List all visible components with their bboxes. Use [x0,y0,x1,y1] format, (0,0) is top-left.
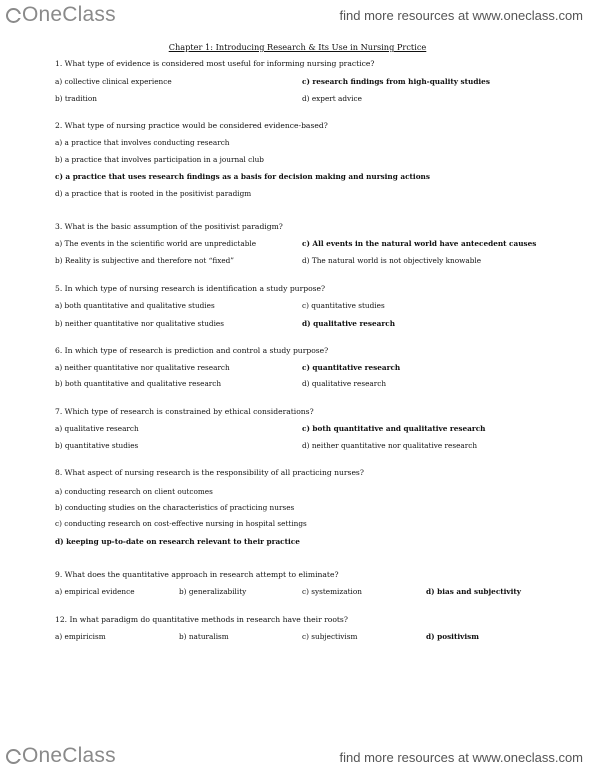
page-header [0,0,595,30]
option-d-correct: d) keeping up-to-date on research relevant to their practice [55,537,300,546]
logo-text: OneClass [22,744,116,767]
option-b: b) conducting studies on the characteristics of practicing nurses [55,503,295,512]
option-d-correct: d) qualitative research [302,319,395,328]
option-a: a) qualitative research [55,424,139,433]
oneclass-logo-icon [6,8,21,23]
option-c-correct: c) a practice that uses research findings as a basis for decision making and nursing actions [55,172,430,181]
question-text: 8. What aspect of nursing research is the responsibility of all practicing nurses? [55,468,364,477]
option-c: c) systemization [302,587,362,596]
question-6 [55,346,555,356]
question-text: 2. What type of nursing practice would be considered evidence-based? [55,121,328,130]
option-d: d) a practice that is rooted in the positivist paradigm [55,189,252,198]
option-c-correct: c) both quantitative and qualitative research [302,424,486,433]
question-9 [55,570,555,580]
option-b: b) both quantitative and qualitative research [55,379,222,388]
question-text: 1. What type of evidence is considered most useful for informing nursing practice? [55,59,375,68]
option-b: b) tradition [55,94,97,103]
footer-tagline-link[interactable]: find more resources at www.oneclass.com [339,750,583,765]
option-a: a) neither quantitative nor qualitative research [55,363,230,372]
option-d: d) expert advice [302,94,362,103]
option-b: b) naturalism [179,632,229,641]
option-b: b) a practice that involves participation in a journal club [55,155,264,164]
option-d-correct: d) bias and subjectivity [426,587,522,596]
option-c: c) subjectivism [302,632,358,641]
oneclass-logo[interactable] [6,744,116,768]
oneclass-logo-icon [6,749,21,764]
question-5 [55,284,555,294]
question-text: 7. Which type of research is constrained by ethical considerations? [55,407,314,416]
option-c-correct: c) quantitative research [302,363,401,372]
question-3 [55,222,555,232]
option-b: b) neither quantitative nor qualitative studies [55,319,224,328]
option-a: a) empiricism [55,632,106,641]
option-b: b) Reality is subjective and therefore not “fixed” [55,256,235,265]
option-a: a) empirical evidence [55,587,135,596]
question-text: 5. In which type of nursing research is identification a study purpose? [55,284,326,293]
option-a: a) a practice that involves conducting research [55,138,230,147]
option-a: a) collective clinical experience [55,77,172,86]
document-title: Chapter 1: Introducing Research & Its Use in Nursing Prctice [168,42,427,52]
logo-text: OneClass [22,3,116,26]
page-footer [0,742,595,770]
question-2 [55,121,555,131]
question-7 [55,407,555,417]
option-c: c) quantitative studies [302,301,385,310]
option-c: c) conducting research on cost-effective nursing in hospital settings [55,519,307,528]
option-d-correct: d) positivism [426,632,479,641]
question-text: 12. In what paradigm do quantitative methods in research have their roots? [55,615,348,624]
option-a: a) The events in the scientific world are unpredictable [55,239,257,248]
question-text: 3. What is the basic assumption of the positivist paradigm? [55,222,283,231]
header-tagline-link[interactable]: find more resources at www.oneclass.com [339,8,583,23]
question-text: 9. What does the quantitative approach in research attempt to eliminate? [55,570,339,579]
option-b: b) quantitative studies [55,441,139,450]
option-b: b) generalizability [179,587,247,596]
option-c-correct: c) research findings from high-quality studies [302,77,490,86]
question-1 [55,59,555,69]
question-8 [55,468,555,478]
option-a: a) both quantitative and qualitative studies [55,301,215,310]
oneclass-logo[interactable] [6,3,116,27]
option-d: d) The natural world is not objectively knowable [302,256,482,265]
option-c-correct: c) All events in the natural world have antecedent causes [302,239,537,248]
option-d: d) qualitative research [302,379,387,388]
question-text: 6. In which type of research is prediction and control a study purpose? [55,346,329,355]
option-d: d) neither quantitative nor qualitative research [302,441,478,450]
option-a: a) conducting research on client outcomes [55,487,213,496]
question-12 [55,615,555,625]
